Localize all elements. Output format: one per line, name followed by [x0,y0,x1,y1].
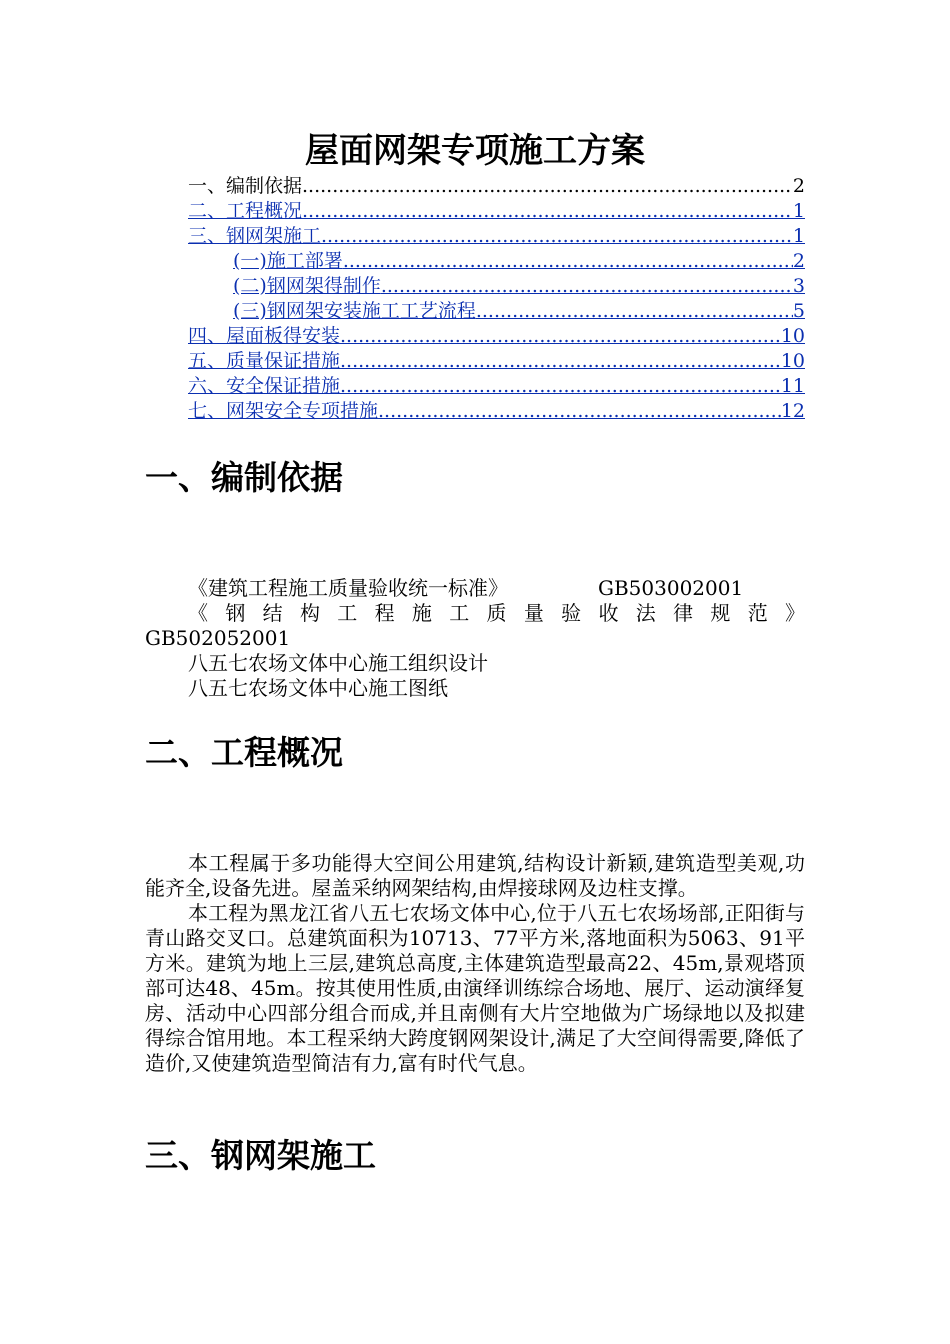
toc-entry[interactable] [188,324,805,349]
section-heading-basis: 一、编制依据 [145,458,343,497]
toc-entry-page: 1 [792,200,805,222]
reference-2-char: 验 [561,601,582,625]
toc-entry[interactable] [188,374,805,399]
toc-entry-label: 二、工程概况 [188,200,303,222]
reference-2-char: 构 [299,601,320,625]
reference-3: 八五七农场文体中心施工组织设计 [188,651,488,675]
reference-2-char: 工 [337,601,358,625]
toc-entry-page: 10 [780,325,805,347]
reference-4: 八五七农场文体中心施工图纸 [188,676,448,700]
toc-entry[interactable] [188,399,805,424]
table-of-contents [188,174,805,424]
toc-leader-dots [302,199,793,224]
toc-entry-label: 四、屋面板得安装 [188,325,341,347]
reference-2-char: 》 [785,601,805,625]
toc-entry[interactable] [188,224,805,249]
toc-entry-page: 10 [780,350,805,372]
toc-leader-dots [340,349,781,374]
reference-2-char: 结 [262,601,283,625]
reference-2-title [188,601,805,626]
toc-entry-label: (二)钢网架得制作 [233,275,381,297]
toc-entry-label: (一)施工部署 [233,250,343,272]
toc-entry[interactable] [188,199,805,224]
toc-entry-page: 11 [780,375,805,397]
reference-2-char: 钢 [225,601,246,625]
toc-entry-label: 七、网架安全专项措施 [188,400,379,422]
reference-2-char: 程 [374,601,395,625]
overview-body [145,851,805,1076]
toc-leader-dots [476,299,793,324]
toc-leader-dots [378,399,781,424]
reference-2-char: 律 [673,601,694,625]
reference-2-code: GB502052001 [145,626,291,650]
reference-2-char: 规 [710,601,731,625]
reference-2-char: 范 [747,601,768,625]
toc-entry-label: 三、钢网架施工 [188,225,322,247]
toc-leader-dots [340,374,781,399]
section-heading-steel-grid: 三、钢网架施工 [145,1136,376,1175]
toc-leader-dots [340,324,781,349]
toc-entry[interactable] [188,249,805,274]
toc-entry-label: 六、安全保证措施 [188,375,341,397]
section-heading-overview: 二、工程概况 [145,733,343,772]
toc-entry[interactable] [188,299,805,324]
overview-paragraph-2: 本工程为黑龙江省八五七农场文体中心,位于八五七农场场部,正阳街与青山路交叉口。总建筑面积为10713、77平方米,落地面积为5063、91平方米。建筑为地上三层,建筑总高度,主体建筑造型最高22、45m,景观塔顶部可达48、45m。按其使用性质,由演绎训练综合场地、展厅、运动演绎复房、活动中心四部分组合而成,并且南侧有大片空地做为广场绿地以及拟建得综合馆用地。本工程采纳大跨度钢网架设计,满足了大空间得需要,降低了造价,又使建筑造型简洁有力,富有时代气息。 [145,901,805,1075]
toc-entry-label: 五、质量保证措施 [188,350,341,372]
reference-2-char: 质 [486,601,507,625]
reference-2-char: 法 [635,601,656,625]
reference-2-char: 量 [523,601,544,625]
overview-paragraph-1: 本工程属于多功能得大空间公用建筑,结构设计新颖,建筑造型美观,功能齐全,设备先进。屋盖采纳网架结构,由焊接球网及边柱支撑。 [145,851,805,900]
reference-2-char: 《 [188,601,208,625]
toc-entry-page: 3 [792,275,805,297]
reference-1-code: GB503002001 [598,576,744,600]
toc-entry-label: 一、编制依据 [188,175,303,197]
toc-entry-page: 2 [792,175,805,197]
reference-2-char: 工 [449,601,470,625]
toc-leader-dots [321,224,793,249]
toc-entry-label: (三)钢网架安装施工工艺流程 [233,300,476,322]
toc-leader-dots [381,274,793,299]
toc-entry [188,174,805,199]
toc-entry-page: 5 [792,300,805,322]
toc-entry[interactable] [188,349,805,374]
toc-entry-page: 12 [780,400,805,422]
toc-entry-page: 1 [792,225,805,247]
toc-entry[interactable] [188,274,805,299]
toc-leader-dots [343,249,793,274]
reference-2-char: 收 [598,601,619,625]
reference-1-title: 《建筑工程施工质量验收统一标准》 [188,576,508,600]
document-title: 屋面网架专项施工方案 [305,131,645,171]
toc-leader-dots [302,174,793,199]
toc-entry-page: 2 [792,250,805,272]
reference-2-char: 施 [411,601,432,625]
